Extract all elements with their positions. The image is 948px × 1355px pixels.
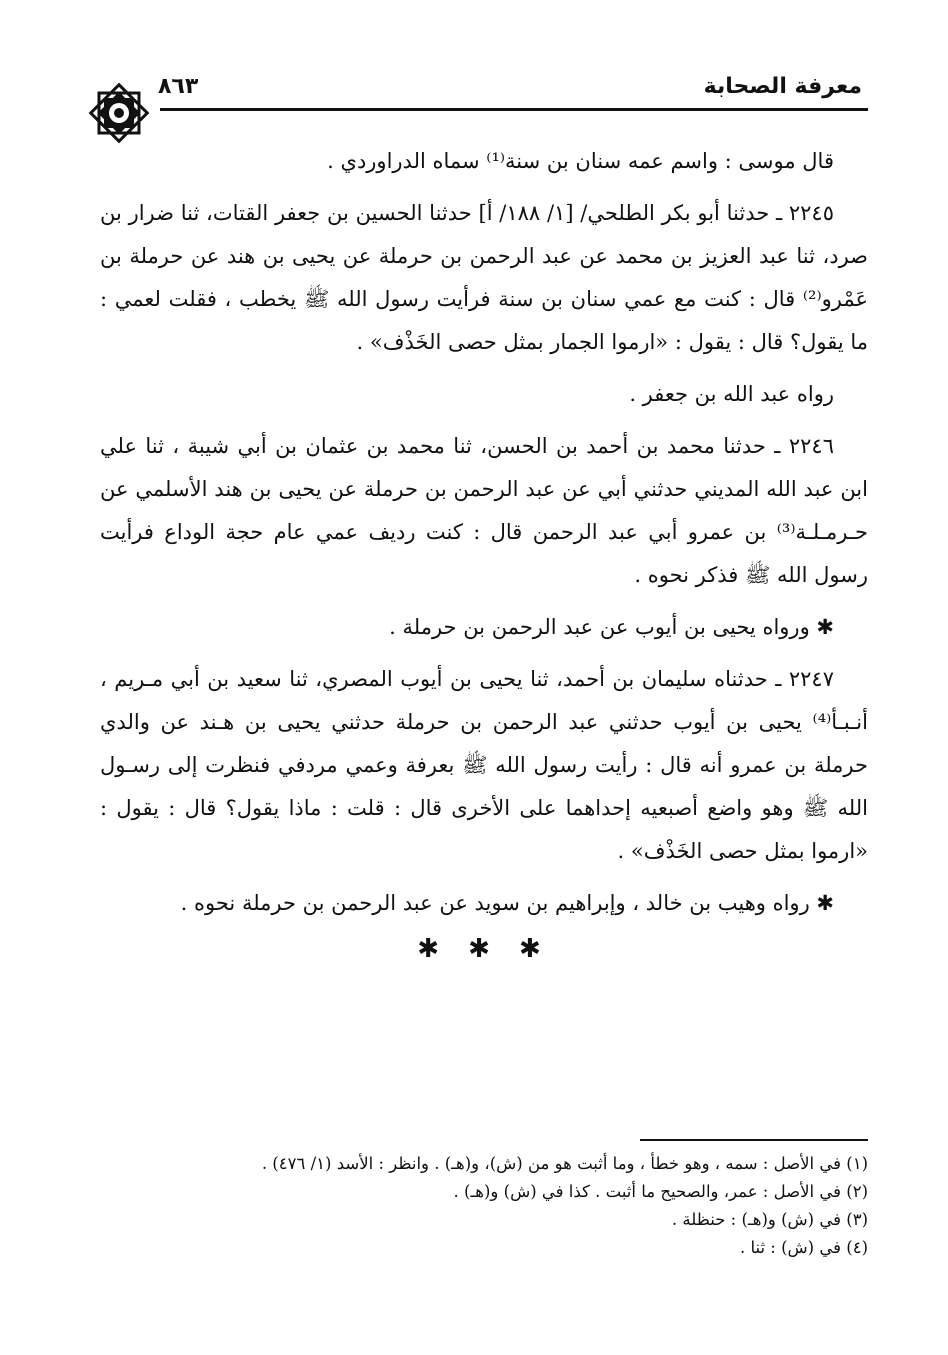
paragraph: ✱ ورواه يحيى بن أيوب عن عبد الرحمن بن حرملة . [389, 615, 834, 639]
paragraph: قال موسى : واسم عمه سنان بن سنة⁽¹⁾ سماه الدراوردي . [327, 149, 834, 173]
paragraph: رواه عبد الله بن جعفر . [629, 382, 834, 406]
footnote-rule [640, 1139, 868, 1141]
star-ornament-icon [84, 78, 154, 148]
footnote-4: (٤) في (ش) : ثنا . [739, 1238, 868, 1257]
footnote-1: (١) في الأصل : سمه ، وهو خطأ ، وما أثبت هو من (ش)، و(هـ) . وانظر : الأسد (١/ ٤٧٦) . [261, 1154, 868, 1173]
main-text [100, 140, 868, 964]
hadith-2246: ٢٢٤٦ ـ حدثنا محمد بن أحمد بن الحسن، ثنا محمد بن عثمان بن أبي شيبة ، ثنا علي ابن عبد الله المديني حدثني أبي عن عبد الرحمن بن حرملة عن يحيى بن هند الأسلمي عن حـرمـلـة⁽³⁾ بن عمرو أبي عبد الرحمن قال : كنت رديف عمي عام حجة الوداع فرأيت رسول الله ﷺ فذكر نحوه . [100, 434, 868, 587]
footnotes [100, 1150, 868, 1262]
hadith-2245: ٢٢٤٥ ـ حدثنا أبو بكر الطلحي/ [١/ ١٨٨/ أ] حدثنا الحسين بن جعفر القتات، ثنا ضرار بن صرد، ثنا عبد العزيز بن محمد عن عبد الرحمن بن حرملة عن يحيى بن هند عن حرملة بن عَمْرو⁽²⁾ قال : كنت مع عمي سنان بن سنة فرأيت رسول الله ﷺ يخطب ، فقلت لعمي : ما يقول؟ قال : يقول : «ارموا الجمار بمثل حصى الخَذْف» . [100, 201, 868, 354]
hadith-2247: ٢٢٤٧ ـ حدثناه سليمان بن أحمد، ثنا يحيى بن أيوب المصري، ثنا سعيد بن أبي مـريم ، أنـبـأ⁽⁴⁾ يحيى بن أيوب حدثني عبد الرحمن بن حرملة حدثني يحيى بن هـند عن والدي حرملة بن عمرو أنه قال : رأيت رسول الله ﷺ بعرفة وعمي مردفي فنظرت إلى رسـول الله ﷺ وهو واضع أصبعيه إحداهما على الأخرى قال : قلت : ماذا يقول؟ قال : يقول : «ارموا بمثل حصى الخَذْف» . [100, 667, 868, 863]
header-rule [160, 108, 868, 111]
section-separator: ✱ ✱ ✱ [417, 934, 551, 964]
footnote-3: (٣) في (ش) و(هـ) : حنظلة . [671, 1210, 868, 1229]
footnote-2: (٢) في الأصل : عمر، والصحيح ما أثبت . كذا في (ش) و(هـ) . [453, 1182, 868, 1201]
running-header-title: معرفة الصحابة [703, 74, 862, 99]
paragraph: ✱ رواه وهيب بن خالد ، وإبراهيم بن سويد عن عبد الرحمن بن حرملة نحوه . [180, 891, 834, 915]
page-number: ٨٦٣ [158, 74, 199, 99]
